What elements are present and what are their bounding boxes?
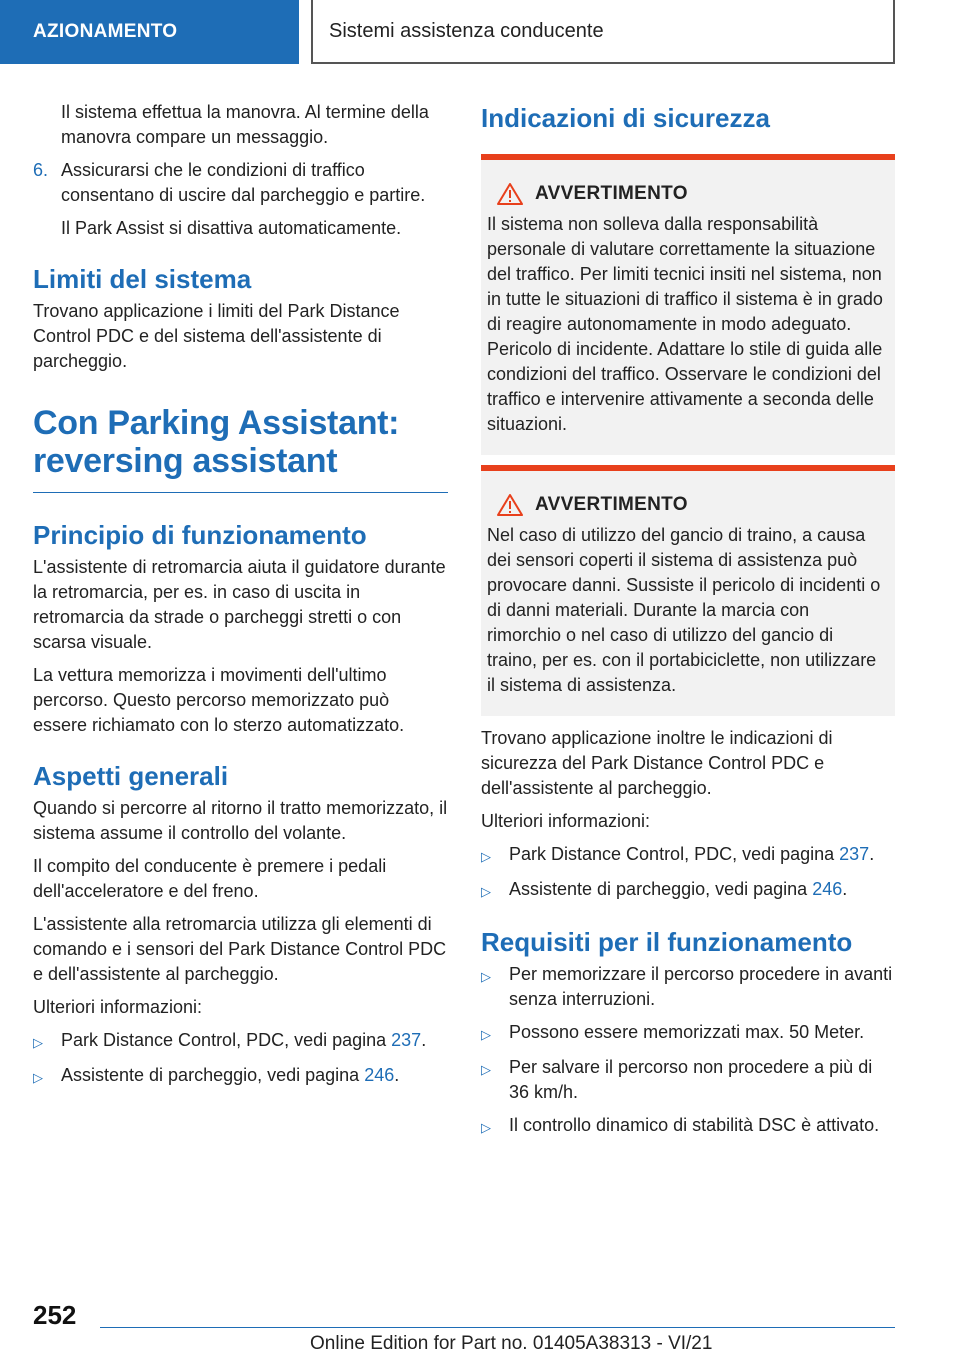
safety-heading: Indicazioni di sicurezza (481, 103, 770, 133)
reference-text: Park Distance Control, PDC, vedi pagina (509, 844, 840, 864)
step-note: Il Park Assist si disattiva automaticamente. (61, 218, 402, 238)
footer-divider (100, 1327, 895, 1328)
reference-list (33, 1028, 448, 1090)
reference-end: . (842, 879, 848, 899)
more-info-label: Ulteriori informazioni: (481, 811, 651, 831)
warning-box (481, 154, 895, 455)
general-paragraph: Quando si percorre al ritorno il tratto memorizzato, il sistema assume il controllo del volante. (33, 798, 448, 843)
triangle-bullet-icon: ▷ (481, 1027, 491, 1042)
main-heading: Con Parking Assistant: reversing assistant (33, 404, 448, 493)
after-warning-text: Trovano applicazione inoltre le indicazioni di sicurezza del Park Distance Control PDC e dell'assistente al parcheggio. (481, 728, 833, 798)
step-number: 6. (33, 160, 49, 180)
page-number: 252 (33, 1300, 77, 1330)
warning-text: Il sistema non solleva dalla responsabilità personale di valutare correttamente la situazione del traffico. Per limiti tecnici insiti nel sistema, non in tutte le situazioni di traffico il sistema è in grado di reagire autonomamente in modo adeguato. Pericolo di incidente. Adattare lo stile di guida alle condizioni del traffico. Osservare le condizioni del traffico e intervenire attivamente a seconda delle situazioni. (487, 214, 883, 434)
page-link[interactable]: 237 (391, 1030, 422, 1050)
requirements-list (481, 962, 895, 1140)
reference-text: Assistente di parcheggio, vedi pagina (61, 1065, 365, 1085)
triangle-bullet-icon: ▷ (481, 849, 491, 864)
warning-triangle-icon (497, 493, 523, 517)
list-item (481, 877, 895, 904)
warning-triangle-icon (497, 182, 523, 206)
requirements-heading: Requisiti per il funzionamento (481, 927, 853, 957)
warning-title: AVVERTIMENTO (535, 494, 688, 515)
reference-list (481, 842, 895, 904)
requirement-text: Per memorizzare il percorso procedere in avanti senza interruzioni. (509, 964, 893, 1009)
general-paragraph: Il compito del conducente è premere i pedali dell'acceleratore e del freno. (33, 856, 387, 901)
page-link[interactable]: 237 (839, 844, 870, 864)
warning-box (481, 465, 895, 716)
triangle-bullet-icon: ▷ (481, 1062, 491, 1077)
list-item (33, 1063, 448, 1090)
triangle-bullet-icon: ▷ (33, 1035, 43, 1050)
general-heading: Aspetti generali (33, 761, 229, 791)
chapter-title: Sistemi assistenza conducente (329, 19, 604, 42)
triangle-bullet-icon: ▷ (481, 884, 491, 899)
requirement-text: Per salvare il percorso non procedere a più di 36 km/h. (509, 1057, 873, 1102)
intro-continued: Il sistema effettua la manovra. Al termine della manovra compare un messaggio. (61, 102, 429, 147)
warning-header (487, 493, 887, 517)
page-link[interactable]: 246 (812, 879, 843, 899)
reference-end: . (394, 1065, 400, 1085)
warning-text: Nel caso di utilizzo del gancio di traino, a causa dei sensori coperti il sistema di assistenza può provocare danni. Sussiste il pericolo di incidenti o di danni materiali. Durante la marcia con rimorchio o nel caso di utilizzo del gancio di traino, per es. con il portabiciclette, non utilizzare il sistema di assistenza. (487, 525, 881, 695)
section-tab[interactable] (0, 0, 299, 64)
triangle-bullet-icon: ▷ (481, 1120, 491, 1135)
edition-label: Online Edition for Part no. 01405A38313 - VI/21 (310, 1333, 713, 1354)
warning-title: AVVERTIMENTO (535, 183, 688, 204)
section-label: AZIONAMENTO (33, 21, 178, 42)
limits-heading: Limiti del sistema (33, 264, 252, 294)
left-column (33, 100, 448, 1098)
reference-end: . (869, 844, 875, 864)
requirement-text: Possono essere memorizzati max. 50 Meter. (509, 1022, 865, 1042)
list-item (481, 1113, 895, 1140)
list-item (481, 962, 895, 1012)
reference-text: Park Distance Control, PDC, vedi pagina (61, 1030, 392, 1050)
requirement-text: Il controllo dinamico di stabilità DSC è attivato. (509, 1115, 880, 1135)
list-item (481, 842, 895, 869)
principle-paragraph: La vettura memorizza i movimenti dell'ultimo percorso. Questo percorso memorizzato può essere richiamato con lo sterzo automatizzato. (33, 665, 405, 735)
chapter-title-box (311, 0, 895, 64)
step-text: Assicurarsi che le condizioni di traffico consentano di uscire dal parcheggio e partire. (61, 160, 426, 205)
general-paragraph: L'assistente alla retromarcia utilizza gli elementi di comando e i sensori del Park Distance Control PDC e dell'assistente al parcheggio. (33, 914, 447, 984)
principle-heading: Principio di funzionamento (33, 520, 367, 550)
reference-text: Assistente di parcheggio, vedi pagina (509, 879, 813, 899)
warning-header (487, 182, 887, 206)
principle-paragraph: L'assistente di retromarcia aiuta il guidatore durante la retromarcia, per es. in caso di uscita in retromarcia da strade o parcheggi stretti o con scarsa visuale. (33, 557, 446, 652)
step-item (33, 158, 448, 208)
page-link[interactable]: 246 (364, 1065, 395, 1085)
list-item (481, 1055, 895, 1105)
triangle-bullet-icon: ▷ (481, 969, 491, 984)
right-column (481, 100, 895, 1148)
limits-text: Trovano applicazione i limiti del Park Distance Control PDC e del sistema dell'assistente di parcheggio. (33, 301, 400, 371)
reference-end: . (421, 1030, 427, 1050)
more-info-label: Ulteriori informazioni: (33, 997, 203, 1017)
list-item (33, 1028, 448, 1055)
list-item (481, 1020, 895, 1047)
triangle-bullet-icon: ▷ (33, 1070, 43, 1085)
